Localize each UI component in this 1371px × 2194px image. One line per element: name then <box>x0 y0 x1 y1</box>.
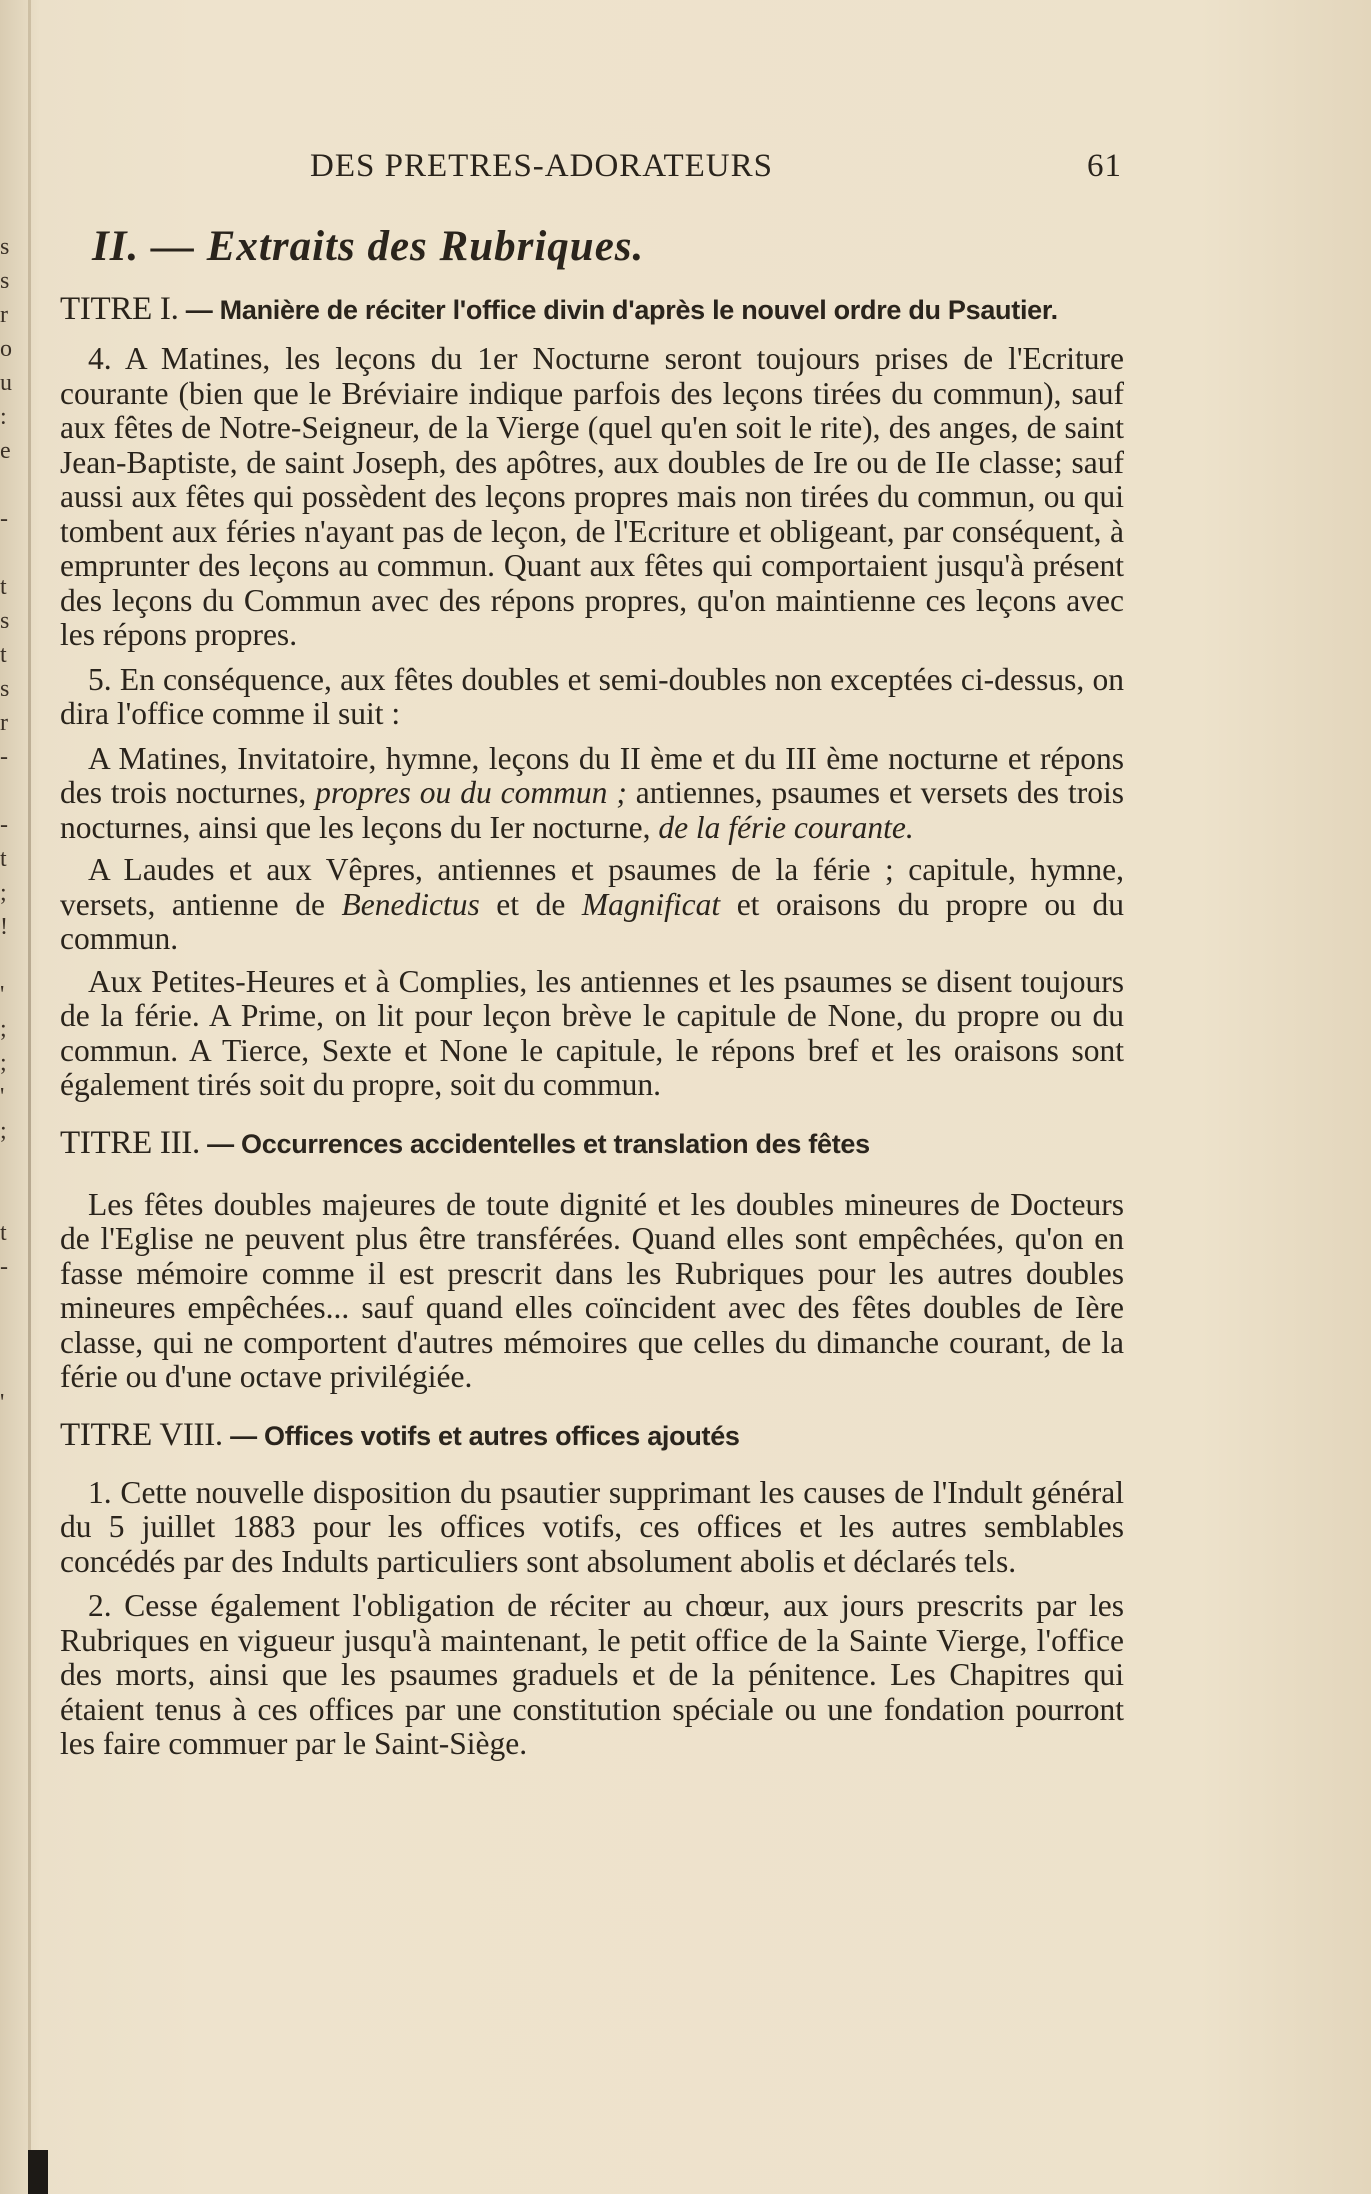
paragraph-votifs-2: 2. Cesse également l'obligation de réciter au chœur, aux jours prescrits par les Rubriques en vigueur jusqu'à maintenant, le petit office de la Sainte Vierge, l'office des morts, ainsi que les psaumes graduels et de la pénitence. Les Chapitres qui étaient tenus à ces offices par une constitution spéciale ou une fondation pourront les faire commuer par le Saint-Siège. <box>60 1588 1124 1761</box>
laudes-emphasis-1: Benedictus <box>341 886 480 922</box>
paragraph-5: 5. En conséquence, aux fêtes doubles et semi-doubles non exceptées ci-dessus, on dira l'office comme il suit : <box>60 661 1124 731</box>
margin-letter: ; <box>0 1050 7 1076</box>
margin-letter: s <box>0 234 10 260</box>
page-content <box>60 222 1124 1772</box>
margin-letter: s <box>0 268 10 294</box>
margin-letter: t <box>0 1220 7 1246</box>
titre-8-heading <box>60 1417 1124 1454</box>
titre-3-label: TITRE III. <box>60 1124 200 1161</box>
paragraph-4: 4. A Matines, les leçons du 1er Nocturne seront toujours prises de l'Ecriture courante (bien que le Bréviaire indique parfois des leçons tirées du commun), sauf aux fêtes de Notre-Seigneur, de la Vierge (quel qu'en soit le rite), des anges, de saint Jean-Baptiste, de saint Joseph, des apôtres, aux doubles de Ire ou de IIe classe; sauf aussi aux fêtes qui possèdent des leçons propres mais non tirées du commun, ou qui tombent aux féries n'ayant pas de leçon, de l'Ecriture et obligeant, par conséquent, à emprunter des leçons au commun. Quant aux fêtes qui comportaient jusqu'à présent des leçons du Commun avec des répons propres, qu'on maintienne ces leçons avec les répons propres. <box>60 341 1124 652</box>
margin-letter: e <box>0 438 11 464</box>
margin-letter: t <box>0 642 7 668</box>
margin-letter: r <box>0 710 8 736</box>
titre-8-label: TITRE VIII. <box>60 1416 223 1453</box>
margin-letter: r <box>0 302 8 328</box>
margin-letter: ' <box>0 982 5 1008</box>
section-title: II. — Extraits des Rubriques. <box>92 223 645 270</box>
margin-letter <box>0 774 20 808</box>
paragraph-matines <box>60 742 1124 846</box>
gutter-line <box>28 0 31 2194</box>
titre-1-heading <box>60 291 1124 328</box>
binding-shadow <box>28 2150 48 2194</box>
margin-letter: u <box>0 370 12 396</box>
margin-letter: ; <box>0 1118 7 1144</box>
margin-letter: - <box>0 812 8 838</box>
titre-8-text: — Offices votifs et autres offices ajoutés <box>230 1420 740 1451</box>
titre-3-heading <box>60 1125 1124 1162</box>
paragraph-heures: Aux Petites-Heures et à Complies, les antiennes et les psaumes se disent toujours de la férie. A Prime, on lit pour leçon brève le capitule de None, du propre ou du commun. A Tierce, Sexte et None le capitule, le répons bref et les oraisons sont également tirés soit du propre, soit du commun. <box>60 963 1124 1102</box>
margin-letter <box>0 944 20 978</box>
margin-letter <box>0 468 20 502</box>
margin-letter: - <box>0 506 8 532</box>
margin-letter <box>0 1182 20 1216</box>
margin-letter <box>0 1148 20 1182</box>
margin-letter: : <box>0 404 7 430</box>
margin-letter: t <box>0 846 7 872</box>
margin-letter <box>0 1284 20 1318</box>
matines-text-1: A Matines, Invitatoire, hymne, leçons du II ème et du III ème nocturne et répons des trois nocturnes, <box>60 740 1124 810</box>
titre-3-text: — Occurrences accidentelles et translation des fêtes <box>207 1128 870 1159</box>
laudes-text-3: et oraisons du propre ou du commun. <box>60 886 1124 956</box>
margin-letter: o <box>0 336 12 362</box>
margin-letter: ; <box>0 880 7 906</box>
page-number: 61 <box>1087 148 1122 184</box>
margin-letter: ' <box>0 1084 5 1110</box>
margin-letters <box>0 230 20 1420</box>
margin-letter: ! <box>0 914 8 940</box>
titre-1-text: — Manière de réciter l'office divin d'après le nouvel ordre du Psautier. <box>185 295 1058 325</box>
laudes-text-2: et de <box>479 886 582 922</box>
paragraph-votifs-1: 1. Cette nouvelle disposition du psautier supprimant les causes de l'Indult général du 5 juillet 1883 pour les offices votifs, ces offices et les autres semblables concédés par des Indults particuliers sont absolument abolis et déclarés tels. <box>60 1474 1124 1579</box>
running-title: DES PRETRES-ADORATEURS <box>310 148 773 184</box>
matines-text-2: antiennes, psaumes et versets des trois nocturnes, ainsi que les leçons du Ier nocturne, <box>60 775 1124 845</box>
margin-letter: t <box>0 574 7 600</box>
paragraph-titre-3: Les fêtes doubles majeures de toute dignité et les doubles mineures de Docteurs de l'Eglise ne peuvent plus être transférées. Quand elles sont empêchées, qu'on en fasse mémoire comme il est prescrit dans les Rubriques pour les autres doubles mineures empêchées... sauf quand elles coïncident avec des fêtes doubles de Ière classe, qui ne comportent d'autres mémoires que celles du dimanche courant, de la férie ou d'une octave privilégiée. <box>60 1186 1124 1394</box>
matines-emphasis-2: de la férie courante. <box>658 809 914 845</box>
margin-letter: s <box>0 676 10 702</box>
margin-letter: - <box>0 1254 8 1280</box>
margin-letter <box>0 1352 20 1386</box>
margin-letter <box>0 1318 20 1352</box>
margin-letter: ; <box>0 1016 7 1042</box>
titre-1-label: TITRE I. <box>60 291 179 327</box>
laudes-text-1: A Laudes et aux Vêpres, antiennes et psaumes de la férie ; capitule, hymne, versets, antienne de <box>60 852 1124 922</box>
margin-letter: - <box>0 744 8 770</box>
paragraph-laudes <box>60 853 1124 957</box>
margin-letter: s <box>0 608 10 634</box>
margin-letter: ' <box>0 1390 5 1416</box>
margin-letter <box>0 536 20 570</box>
matines-emphasis-1: propres ou du commun ; <box>315 775 627 810</box>
laudes-emphasis-2: Magnificat <box>581 886 721 922</box>
